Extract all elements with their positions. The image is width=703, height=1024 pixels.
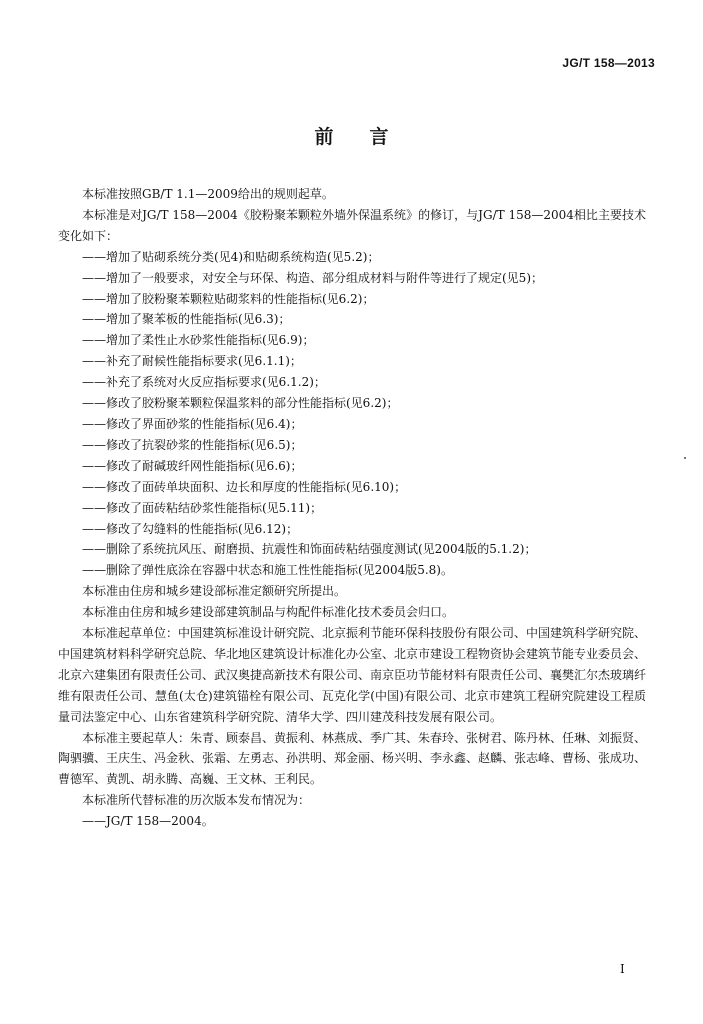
page-title: 前言 — [314, 126, 425, 148]
standard-code: JG/T 158—2013 — [562, 56, 655, 70]
change-item: ——修改了面砖单块面积、边长和厚度的性能指标(见6.10)； — [82, 479, 407, 494]
drafters: 本标准主要起草人：朱青、顾泰昌、黄振利、林燕成、季广其、朱春玲、张树君、陈丹林、任琳、刘振贤、陶驷骥、王庆生、冯金秋、张霜、左勇志、孙洪明、郑金丽、杨兴明、李永鑫、赵麟、张志峰、曹杨、张成功、曹德军、黄凯、胡永腾、高巍、王文林、王利民。 — [58, 730, 647, 787]
change-item: ——增加了柔性止水砂浆性能指标(见6.9)； — [82, 333, 315, 348]
change-item: ——增加了贴砌系统分类(见4)和贴砌系统构造(见5.2)； — [82, 249, 380, 264]
change-item: ——增加了聚苯板的性能指标(见6.3)； — [82, 312, 291, 327]
drafting-rules: 本标准按照GB/T 1.1—2009给出的规则起草。 — [82, 187, 334, 201]
change-item: ——修改了勾缝料的性能指标(见6.12)； — [82, 521, 299, 536]
change-item: ——修改了界面砂浆的性能指标(见6.4)； — [82, 416, 303, 431]
history-intro: 本标准所代替标准的历次版本发布情况为： — [82, 793, 311, 808]
scan-speck — [684, 457, 686, 459]
change-item: ——修改了耐碱玻纤网性能指标(见6.6)； — [82, 458, 303, 473]
changes-list — [58, 247, 646, 582]
change-item: ——删除了系统抗风压、耐磨损、抗震性和饰面砖粘结强度测试(见2004版的5.1.2)； — [82, 542, 537, 557]
change-item: ——修改了抗裂砂浆的性能指标(见6.5)； — [82, 437, 303, 452]
change-item: ——修改了胶粉聚苯颗粒保温浆料的部分性能指标(见6.2)； — [82, 396, 399, 411]
change-item: ——补充了耐候性能指标要求(见6.1.1)； — [82, 354, 302, 369]
history-item: ——JG/T 158—2004。 — [82, 814, 214, 829]
revision-statement: 本标准是对JG/T 158—2004《胶粉聚苯颗粒外墙外保温系统》的修订，与JG/T 158—2004相比主要技术变化如下： — [58, 207, 646, 243]
change-item: ——增加了胶粉聚苯颗粒贴砌浆料的性能指标(见6.2)； — [82, 291, 375, 306]
change-item: ——修改了面砖粘结砂浆性能指标(见5.11)； — [82, 500, 323, 515]
change-item: ——增加了一般要求，对安全与环保、构造、部分组成材料与附件等进行了规定(见5)； — [82, 270, 544, 285]
page-number: I — [620, 962, 625, 976]
proposed-by: 本标准由住房和城乡建设部标准定额研究所提出。 — [82, 584, 347, 599]
change-item: ——删除了弹性底涂在容器中状态和施工性性能指标(见2004版5.8)。 — [82, 563, 453, 578]
managed-by: 本标准由住房和城乡建设部建筑制品与构配件标准化技术委员会归口。 — [82, 605, 455, 620]
drafting-units: 本标准起草单位：中国建筑标准设计研究院、北京振利节能环保科技股份有限公司、中国建筑科学研究院、中国建筑材料科学研究总院、华北地区建筑设计标准化办公室、北京市建设工程物资协会建筑节能专业委员会、北京六建集团有限责任公司、武汉奥捷高新技术有限公司、南京臣功节能材料有限责任公司、襄樊汇尔杰玻璃纤维有限责任公司、慧鱼(太仓)建筑锚栓有限公司、瓦克化学(中国)有限公司、北京市建筑工程研究院建设工程质量司法鉴定中心、山东省建筑科学研究院、清华大学、四川建茂科技发展有限公司。 — [58, 626, 647, 724]
foreword-body — [58, 184, 646, 832]
change-item: ——补充了系统对火反应指标要求(见6.1.2)； — [82, 375, 326, 390]
